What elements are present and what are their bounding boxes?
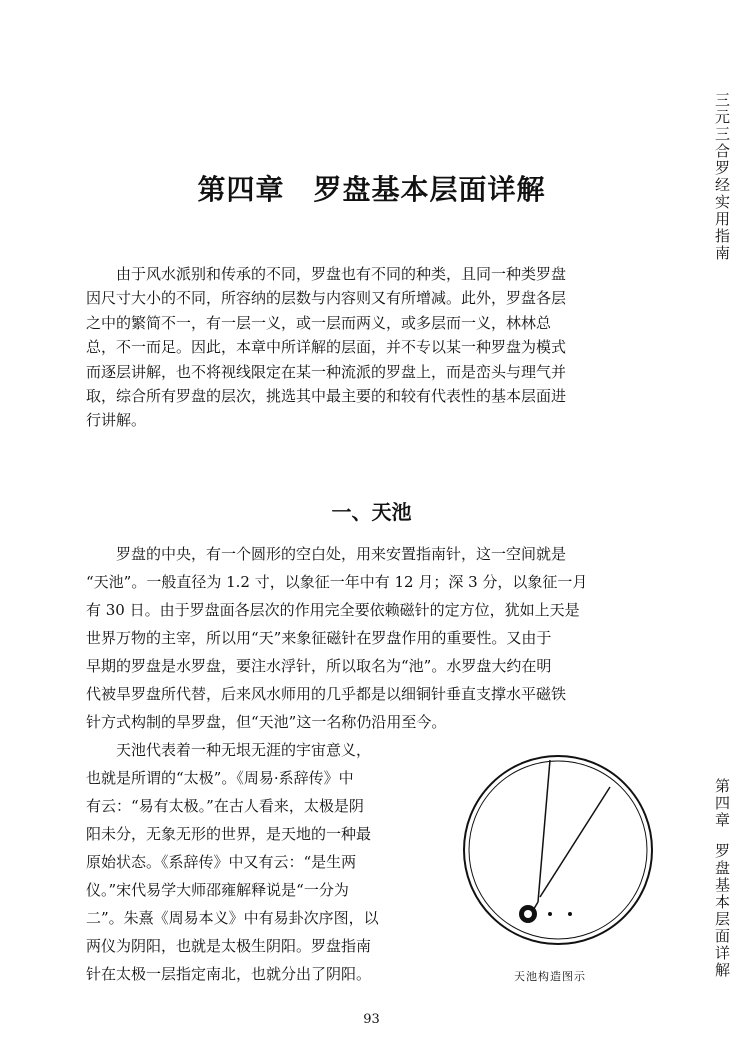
chapter-title: 第四章 罗盘基本层面详解 [197,173,546,206]
text-line: 仪。”宋代易学大师邵雍解释说是“一分为 [86,881,349,899]
text-line: 罗盘的中央，有一个圆形的空白处，用来安置指南针，这一空间就是 [116,545,567,563]
text-line: 有 30 日。由于罗盘面各层次的作用完全要依赖磁针的定方位，犹如上天是 [86,601,580,619]
dot-marker [568,912,572,916]
running-header-chapter [707,778,733,979]
dot-marker [548,912,552,916]
running-header-chapter-name: 罗盘基本层面详解 [713,843,731,979]
text-line: 行讲解。 [86,411,147,430]
tianchi-inner-ring [469,761,647,939]
needle-line [538,760,550,902]
needle-line [540,787,610,897]
text-line: 两仪为阴阳，也就是太极生阴阳。罗盘指南 [86,937,372,955]
intro-paragraph [86,262,676,433]
section-heading: 一、天池 [331,500,412,524]
tianchi-diagram [460,752,656,948]
running-header-chapter-number: 第四章 [713,778,731,829]
figure-caption: 天池构造图示 [514,970,586,983]
taiji-paragraph [86,736,446,988]
text-line: 代被旱罗盘所代替，后来风水师用的几乎都是以细铜针垂直支撑水平磁铁 [86,685,567,703]
text-line: 总，不一而足。因此，本章中所详解的层面，并不专以某一种罗盘为模式 [86,338,567,357]
section-paragraph [86,540,676,736]
text-line: 天池代表着一种无垠无涯的宇宙意义， [116,741,372,759]
page-number: 93 [363,1012,380,1027]
text-line: 而逐层讲解，也不将视线限定在某一种流派的罗盘上，而是峦头与理气并 [86,362,567,381]
text-line: 因尺寸大小的不同，所容纳的层数与内容则又有所增减。此外，罗盘各层 [86,289,567,308]
text-line: 针方式构制的旱罗盘，但“天池”这一名称仍沿用至今。 [86,713,447,731]
text-line: 取，综合所有罗盘的层次，挑选其中最主要的和较有代表性的基本层面进 [86,387,567,406]
text-line: 早期的罗盘是水罗盘，要注水浮针，所以取名为“池”。水罗盘大约在明 [86,657,552,675]
text-line: 世界万物的主宰，所以用“天”来象征磁针在罗盘作用的重要性。又由于 [86,629,552,647]
pivot-hole [524,910,532,918]
text-line: 原始状态。《系辞传》中又有云：“是生两 [86,853,357,871]
text-line: 由于风水派别和传承的不同，罗盘也有不同的种类，且同一种类罗盘 [116,265,567,283]
text-line: “天池”。一般直径为 1.2 寸，以象征一年中有 12 月；深 3 分，以象征一月 [86,573,588,591]
text-line: 二”。朱熹《周易本义》中有易卦次序图，以 [86,909,379,927]
text-line: 针在太极一层指定南北，也就分出了阴阳。 [86,965,372,983]
text-line: 阳未分，无象无形的世界，是天地的一种最 [86,825,372,843]
tianchi-outer-ring [464,756,652,944]
text-line: 有云：“易有太极。”在古人看来，太极是阴 [86,797,364,815]
running-header-book-title: 三元三合罗经实用指南 [713,92,731,262]
text-line: 之中的繁简不一，有一层一义，或一层而两义，或多层而一义，林林总 [86,313,552,332]
text-line: 也就是所谓的“太极”。《周易·系辞传》中 [86,769,354,787]
